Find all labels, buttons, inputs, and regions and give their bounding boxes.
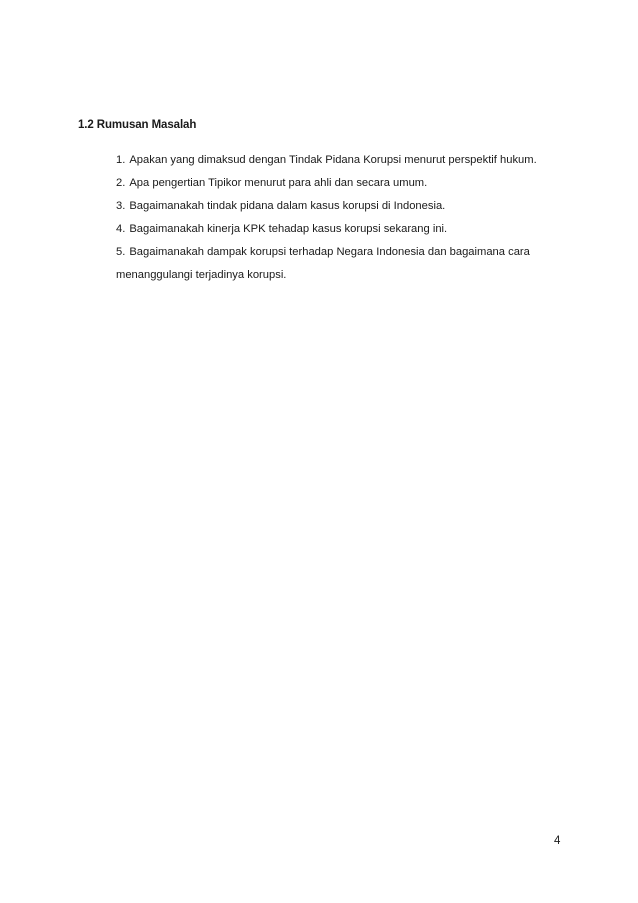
list-item-number: 2. [116,177,126,189]
list-item-text: Bagaimanakah dampak korupsi terhadap Negara Indonesia dan bagaimana cara [129,246,530,258]
list-item-number: 1. [116,154,126,166]
list-item [116,172,576,195]
list-item-text: Apakan yang dimaksud dengan Tindak Pidana Korupsi menurut perspektif hukum. [129,154,537,166]
list-item-text-continuation: menanggulangi terjadinya korupsi. [116,269,287,281]
list-item [116,149,576,172]
list-item-number: 3. [116,200,126,212]
list-item-number: 4. [116,223,126,235]
section-title: 1.2 Rumusan Masalah [78,119,197,131]
list-item-number: 5. [116,246,126,258]
list-item-text: Bagaimanakah tindak pidana dalam kasus korupsi di Indonesia. [129,200,446,212]
problem-list [116,149,576,287]
list-item [116,218,576,241]
list-item-text: Apa pengertian Tipikor menurut para ahli dan secara umum. [129,177,428,189]
list-item [116,195,576,218]
page-number: 4 [554,835,561,847]
list-item [116,241,576,287]
list-item-text: Bagaimanakah kinerja KPK tehadap kasus korupsi sekarang ini. [129,223,448,235]
